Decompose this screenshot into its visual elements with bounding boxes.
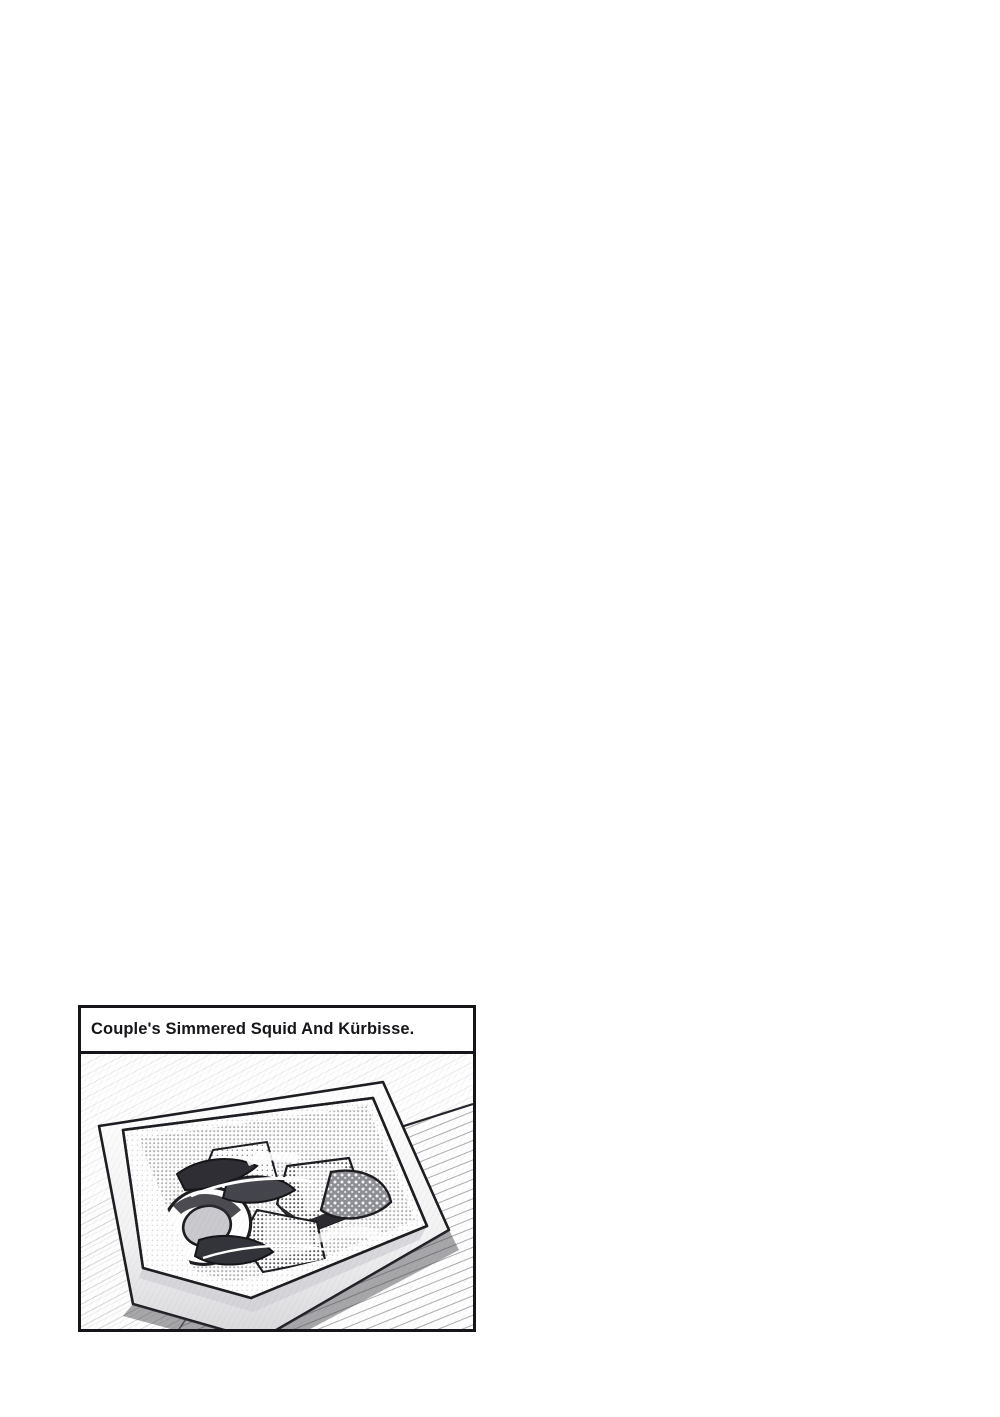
caption-box [81, 1008, 473, 1054]
comic-panel [78, 1005, 476, 1332]
simmered-squid-illustration [81, 1054, 473, 1332]
panel-artwork [81, 1054, 473, 1332]
panel-caption-text: Couple's Simmered Squid And Kürbisse. [91, 1020, 415, 1038]
